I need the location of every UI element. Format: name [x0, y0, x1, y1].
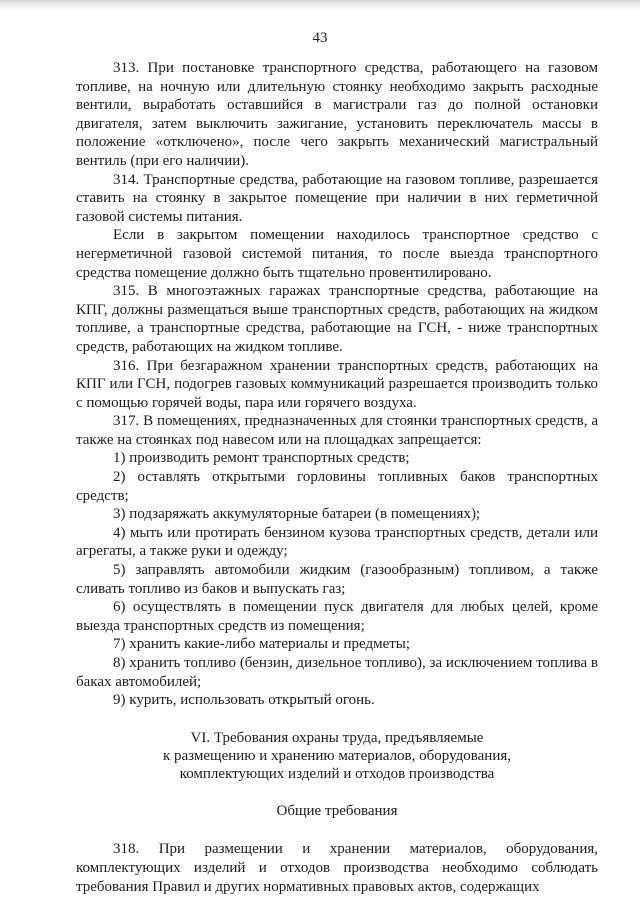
list-item: 4) мыть или протирать бензином кузова транспортных средств, детали или агрегаты, а также руки и одежду; — [76, 524, 598, 560]
paragraph-315: 315. В многоэтажных гаражах транспортные средства, работающие на КПГ, должны размещаться выше транспортных средств, работающих на жидком топливе, а транспортные средства, работающие на ГСН, - ниже транспортных средств, работающих на жидком топливе. — [76, 283, 598, 355]
paragraph-316: 316. При безгаражном хранении транспортных средств, работающих на КПГ или ГСН, подогрев газовых коммуникаций разрешается производить только с помощью горячей воды, пара или горячего воздуха. — [76, 357, 598, 411]
subsection-heading: Общие требования — [276, 802, 398, 819]
section-heading-line: VI. Требования охраны труда, предъявляемые — [190, 729, 484, 746]
document-body — [76, 59, 598, 896]
list-item: 6) осуществлять в помещении пуск двигателя для любых целей, кроме выезда транспортных средств из помещения; — [76, 599, 598, 634]
paragraph-313: 313. При постановке транспортного средства, работающего на газовом топливе, на ночную или длительную стоянку необходимо закрыть расходные вентили, выработать оставшийся в магистрали газ до полной остановки двигателя, затем выключить зажигание, установить переключатель массы в положение «отключено», после чего закрыть механический магистральный вентиль (при его наличии). — [76, 60, 598, 169]
list-item: 2) оставлять открытыми горловины топливных баков транспортных средств; — [76, 469, 598, 504]
paragraph-318: 318. При размещении и хранении материалов, оборудования, комплектующих изделий и отходов производства необходимо соблюдать требования Правил и других нормативных правовых актов, содержащих — [76, 841, 598, 895]
paragraph-314: 314. Транспортные средства, работающие на газовом топливе, разрешается ставить на стоянку в закрытое помещение при наличии в них герметичной газовой системы питания. — [76, 171, 598, 225]
list-item: 5) заправлять автомобили жидким (газообразным) топливом, а также сливать топливо из баков и выпускать газ; — [76, 562, 598, 597]
section-heading-line: к размещению и хранению материалов, оборудования, — [162, 747, 512, 764]
list-item: 7) хранить какие-либо материалы и предметы; — [113, 636, 411, 653]
page-number: 43 — [312, 30, 328, 46]
section-heading-line: комплектующих изделий и отходов производства — [179, 765, 495, 782]
list-item: 8) хранить топливо (бензин, дизельное топливо), за исключением топлива в баках автомобилей; — [76, 655, 598, 690]
list-item: 9) курить, использовать открытый огонь. — [113, 692, 375, 709]
list-item: 3) подзаряжать аккумуляторные батареи (в помещениях); — [113, 506, 481, 523]
paragraph-314-continued: Если в закрытом помещении находилось транспортное средство с негерметичной газовой системой питания, то после выезда транспортного средства помещение должно быть тщательно провентилировано. — [76, 227, 598, 281]
list-item: 1) производить ремонт транспортных средств; — [113, 450, 410, 467]
paragraph-317: 317. В помещениях, предназначенных для стоянки транспортных средств, а также на стоянках под навесом или на площадках запрещается: — [76, 413, 598, 448]
section-heading — [76, 729, 598, 783]
